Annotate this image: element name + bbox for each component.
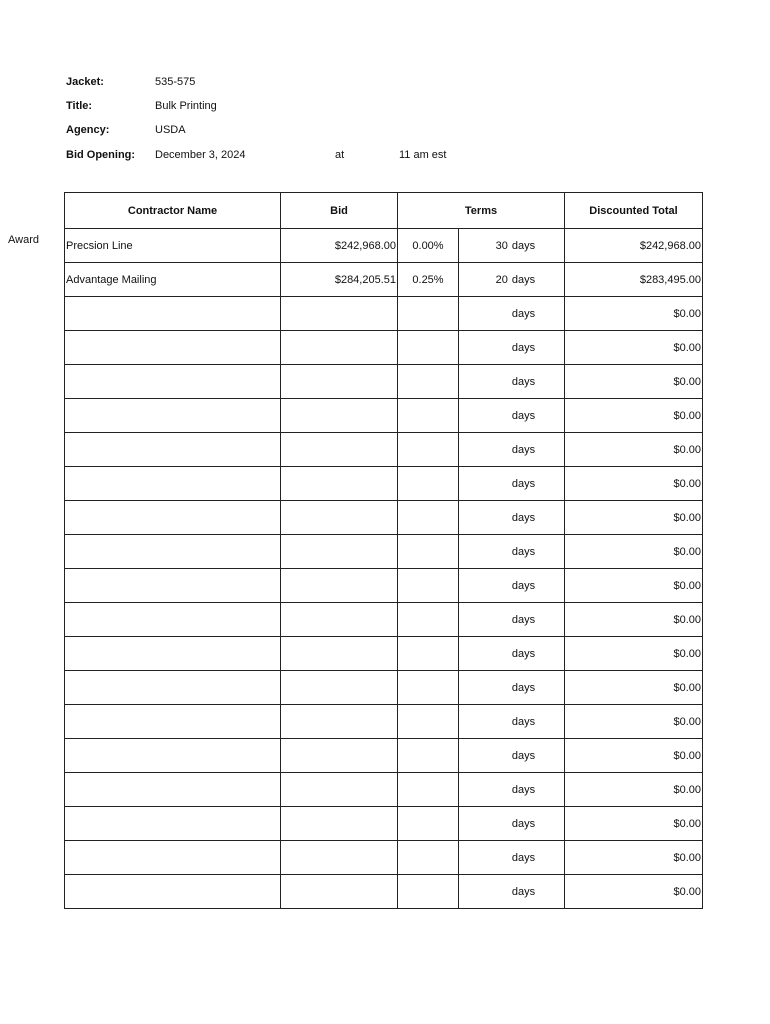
award-label: Award (8, 234, 39, 246)
discount-percent-cell (398, 535, 459, 569)
discount-percent-cell (398, 773, 459, 807)
table-row (65, 535, 703, 569)
contractor-name-cell (65, 297, 281, 331)
discounted-total-cell: $0.00 (565, 739, 703, 773)
discounted-total-cell: $0.00 (565, 433, 703, 467)
table-row (65, 875, 703, 909)
bid-cell (281, 535, 398, 569)
terms-days-cell (459, 807, 565, 841)
table-row (65, 671, 703, 705)
table-body (65, 229, 703, 909)
discount-percent-cell (398, 739, 459, 773)
days-unit: days (511, 681, 536, 694)
contractor-name-cell (65, 773, 281, 807)
terms-days-cell (459, 501, 565, 535)
bid-table (64, 192, 703, 909)
discount-percent-cell (398, 297, 459, 331)
col-discounted-total: Discounted Total (565, 193, 703, 229)
table-row (65, 807, 703, 841)
bid-opening-label: Bid Opening: (66, 149, 136, 161)
discounted-total-cell: $0.00 (565, 297, 703, 331)
contractor-name-cell (65, 467, 281, 501)
discount-percent-cell (398, 331, 459, 365)
contractor-name-cell: Advantage Mailing (65, 263, 281, 297)
days-unit: days (511, 783, 536, 796)
terms-days-cell (459, 841, 565, 875)
bid-opening-time: 11 am est (399, 149, 447, 161)
discount-percent-cell (398, 467, 459, 501)
discount-percent-cell (398, 399, 459, 433)
col-contractor-name: Contractor Name (65, 193, 281, 229)
table-row (65, 603, 703, 637)
terms-days-cell (459, 569, 565, 603)
terms-days-cell (459, 433, 565, 467)
contractor-name-cell (65, 875, 281, 909)
days-unit: days (511, 511, 536, 524)
contractor-name-cell (65, 739, 281, 773)
discount-percent-cell (398, 501, 459, 535)
terms-days-cell (459, 331, 565, 365)
discount-percent-cell (398, 637, 459, 671)
days-unit: days (511, 749, 536, 762)
days-unit: days (511, 375, 536, 388)
discounted-total-cell: $242,968.00 (565, 229, 703, 263)
days-unit: days (511, 307, 536, 320)
terms-days-cell (459, 637, 565, 671)
jacket-value: 535-575 (155, 76, 196, 88)
table-row (65, 637, 703, 671)
agency-value: USDA (155, 124, 186, 136)
discounted-total-cell: $0.00 (565, 535, 703, 569)
discount-percent-cell (398, 705, 459, 739)
discount-percent-cell (398, 875, 459, 909)
contractor-name-cell (65, 671, 281, 705)
bid-cell: $284,205.51 (281, 263, 398, 297)
contractor-name-cell (65, 603, 281, 637)
discount-percent-cell: 0.00% (398, 229, 459, 263)
discounted-total-cell: $0.00 (565, 365, 703, 399)
contractor-name-cell: Precsion Line (65, 229, 281, 263)
col-bid: Bid (281, 193, 398, 229)
terms-days-cell (459, 263, 565, 297)
days-unit: days (511, 341, 536, 354)
days-unit: days (511, 477, 536, 490)
discounted-total-cell: $0.00 (565, 501, 703, 535)
bid-cell (281, 705, 398, 739)
contractor-name-cell (65, 399, 281, 433)
table-row (65, 467, 703, 501)
table-row (65, 705, 703, 739)
days-unit: days (511, 545, 536, 558)
days-unit: days (511, 885, 536, 898)
at-label: at (335, 149, 345, 161)
days-unit: days (511, 409, 536, 422)
agency-label: Agency: (66, 124, 110, 136)
table-row (65, 569, 703, 603)
discounted-total-cell: $0.00 (565, 569, 703, 603)
table-row (65, 229, 703, 263)
table-row (65, 773, 703, 807)
days-value: 30 (495, 239, 508, 252)
terms-days-cell (459, 603, 565, 637)
bid-opening-date: December 3, 2024 (155, 149, 246, 161)
table-row (65, 331, 703, 365)
bid-cell (281, 739, 398, 773)
bid-cell (281, 603, 398, 637)
discount-percent-cell (398, 603, 459, 637)
days-value: 20 (495, 273, 508, 286)
terms-days-cell (459, 671, 565, 705)
bid-cell (281, 365, 398, 399)
days-unit: days (511, 443, 536, 456)
bid-cell (281, 875, 398, 909)
table-row (65, 501, 703, 535)
bid-cell (281, 807, 398, 841)
days-unit: days (511, 715, 536, 728)
discount-percent-cell (398, 841, 459, 875)
table-row (65, 365, 703, 399)
discount-percent-cell (398, 365, 459, 399)
discounted-total-cell: $0.00 (565, 637, 703, 671)
bid-cell (281, 671, 398, 705)
table-header-row (65, 193, 703, 229)
table-row (65, 399, 703, 433)
days-unit: days (511, 851, 536, 864)
terms-days-cell (459, 739, 565, 773)
table-row (65, 297, 703, 331)
contractor-name-cell (65, 841, 281, 875)
terms-days-cell (459, 705, 565, 739)
discounted-total-cell: $283,495.00 (565, 263, 703, 297)
days-unit: days (511, 273, 536, 286)
contractor-name-cell (65, 807, 281, 841)
bid-cell (281, 433, 398, 467)
bid-cell (281, 841, 398, 875)
bid-cell (281, 773, 398, 807)
terms-days-cell (459, 467, 565, 501)
bid-cell (281, 637, 398, 671)
contractor-name-cell (65, 535, 281, 569)
discounted-total-cell: $0.00 (565, 875, 703, 909)
terms-days-cell (459, 365, 565, 399)
discount-percent-cell (398, 433, 459, 467)
table-row (65, 841, 703, 875)
contractor-name-cell (65, 569, 281, 603)
bid-cell (281, 501, 398, 535)
contractor-name-cell (65, 501, 281, 535)
discounted-total-cell: $0.00 (565, 399, 703, 433)
discount-percent-cell (398, 807, 459, 841)
discounted-total-cell: $0.00 (565, 841, 703, 875)
discounted-total-cell: $0.00 (565, 603, 703, 637)
terms-days-cell (459, 773, 565, 807)
bid-cell (281, 399, 398, 433)
discounted-total-cell: $0.00 (565, 773, 703, 807)
contractor-name-cell (65, 331, 281, 365)
table-row (65, 739, 703, 773)
table-row (65, 433, 703, 467)
days-unit: days (511, 647, 536, 660)
bid-cell: $242,968.00 (281, 229, 398, 263)
bid-cell (281, 331, 398, 365)
terms-days-cell (459, 229, 565, 263)
discount-percent-cell (398, 671, 459, 705)
title-value: Bulk Printing (155, 100, 217, 112)
table-row (65, 263, 703, 297)
days-unit: days (511, 817, 536, 830)
bid-cell (281, 467, 398, 501)
discounted-total-cell: $0.00 (565, 671, 703, 705)
days-unit: days (511, 579, 536, 592)
discount-percent-cell (398, 569, 459, 603)
bid-cell (281, 297, 398, 331)
discounted-total-cell: $0.00 (565, 807, 703, 841)
discount-percent-cell: 0.25% (398, 263, 459, 297)
bid-cell (281, 569, 398, 603)
days-unit: days (511, 239, 536, 252)
terms-days-cell (459, 297, 565, 331)
terms-days-cell (459, 875, 565, 909)
discounted-total-cell: $0.00 (565, 331, 703, 365)
terms-days-cell (459, 535, 565, 569)
contractor-name-cell (65, 705, 281, 739)
discounted-total-cell: $0.00 (565, 467, 703, 501)
title-label: Title: (66, 100, 93, 112)
col-terms: Terms (398, 193, 565, 229)
contractor-name-cell (65, 365, 281, 399)
discounted-total-cell: $0.00 (565, 705, 703, 739)
days-unit: days (511, 613, 536, 626)
terms-days-cell (459, 399, 565, 433)
contractor-name-cell (65, 637, 281, 671)
contractor-name-cell (65, 433, 281, 467)
jacket-label: Jacket: (66, 76, 104, 88)
